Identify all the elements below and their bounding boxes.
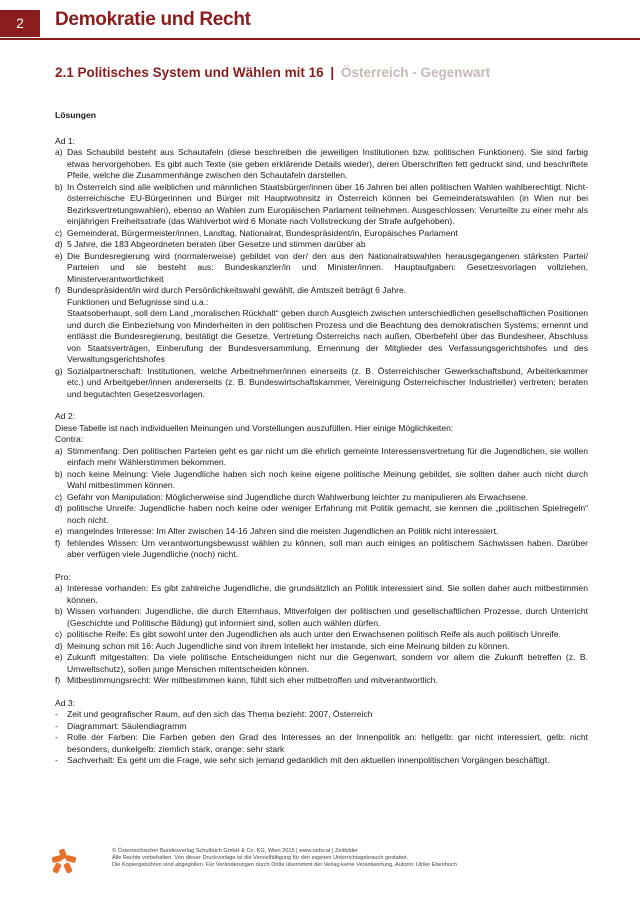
list-text: Gefahr von Manipulation: Möglicherweise sind Jugendliche durch Wahlwerbung leichter zu manipulieren als Erwachsene. [67, 491, 529, 502]
pro-list [55, 583, 588, 687]
list-marker: f) [55, 537, 61, 548]
section-number: 2.1 [55, 65, 74, 80]
list-text: noch keine Meinung: Viele Jugendliche haben sich noch keine eigene politische Meinung gebildet, sie sollten daher auch nicht durch Wahl mitbestimmen können. [67, 468, 588, 490]
list-marker: a) [55, 445, 63, 456]
list-item [55, 629, 588, 641]
list-marker: f) [55, 675, 61, 685]
list-marker: d) [55, 239, 63, 249]
list-text: Zukunft mitgestalten: Da viele politische Entscheidungen nicht nur die Gegenwart, sondern vor allem die Zukunft betreffen (z. B. Umweltschutz), sollen junge Menschen mitentscheiden können. [67, 652, 588, 674]
list-item [55, 583, 588, 606]
list-item [55, 366, 588, 401]
list-subtext: Staatsoberhaupt, soll dem Land „moralischen Rückhalt“ geben durch Ausgleich zwischen unterschiedlichen gesellschaftlichen Positionen und durch die Einbeziehung von Minderheiten in den politischen Prozess und die Beachtung des demokratischen Systems; ernennt und entlässt die Bundesregierung, bestätigt die Gesetze, Vertretung Österreichs nach außen, Oberbefehl über das Bundesheer, Abschluss von Staatsverträgen, Einberufung der Bundesversammlung, Ernennung der Mitglieder des Verfassungsgerichtshofes und des Verwaltungsgerichtshofes [67, 308, 588, 364]
ad3-heading: Ad 3: [55, 697, 76, 708]
contra-label: Contra: [55, 434, 84, 444]
list-item [55, 641, 588, 653]
section-separator: | [330, 65, 335, 80]
list-marker: a) [55, 583, 63, 593]
list-marker: - [55, 709, 58, 719]
footer-line: Die Kopiergebühren sind abgegolten. Für Veränderungen durch Dritte übernimmt der Verlag keine Verantwortung. Autorin: Ulrike Ebenhoch [112, 862, 457, 868]
section-subtitle: Österreich - Gegenwart [340, 65, 491, 80]
list-text: Wissen vorhanden: Jugendliche, die durch Elternhaus, Mitverfolgen der politischen und gesellschaftlichen Prozesse, durch Unterricht (Geschichte und Politische Bildung) gut informiert sind, sollen auch wählen dürfen. [67, 606, 588, 628]
list-item [55, 492, 588, 504]
list-item [55, 721, 588, 733]
list-item [55, 182, 588, 228]
list-marker: g) [55, 365, 63, 376]
footer-line: © Österreichischer Bundesverlag Schulbuch GmbH & Co. KG, Wien 2015 | www.oebv.at | Zeitbilder [112, 848, 359, 854]
chapter-number: 2 [0, 10, 40, 37]
footer-line: Alle Rechte vorbehalten. Von dieser Druckvorlage ist die Vervielfältigung für den eigenen Unterrichtsgebrauch gestattet. [112, 855, 409, 861]
list-text: mangelndes Interesse: Im Alter zwischen 14-16 Jahren sind die meisten Jugendlichen an Politik nicht interessiert. [67, 526, 499, 536]
list-item [55, 755, 588, 767]
publisher-logo-icon [50, 848, 76, 874]
list-marker: - [55, 720, 58, 731]
ad3-list [55, 709, 588, 767]
list-item [55, 538, 588, 561]
list-marker: c) [55, 227, 63, 238]
list-marker: c) [55, 491, 63, 502]
list-item [55, 446, 588, 469]
pro-label: Pro: [55, 571, 71, 582]
list-marker: d) [55, 503, 63, 513]
list-marker: b) [55, 468, 63, 479]
list-text: In Österreich sind alle weiblichen und männlichen Staatsbürger/innen über 16 Jahren bei allen politischen Wahlen wahlberechtigt. Nicht-österreichische EU-Bürgerinnen und Bürger mit Hauptwohnsitz in Österreich können bei Gemeinderatswahlen (in Wien nur bei Bezirksvertretungswahlen), ebenso an Wahlen zum Europäischen Parlament teilnehmen. Ausgeschlossen: Verurteilte zu einer mehr als einjährigen Freiheitsstrafe (das Wahlverbot wird 6 Monate nach Vollstreckung der Strafe aufgehoben). [67, 181, 588, 226]
list-marker: f) [55, 285, 61, 295]
page-header [0, 0, 640, 46]
contra-list [55, 446, 588, 561]
list-text: Sozialpartnerschaft: Institutionen, welche Arbeitnehmer/innen einerseits (z. B. Österreichischer Gewerkschaftsbund, Arbeiterkammer etc.) und Arbeitgeber/innen andererseits (z. B. Bundeswirtschaftskammer, Vereinigung Österreichischer Industrieller) vertreten; beraten und begutachten Gesetzesvorlagen. [67, 365, 588, 399]
list-marker: a) [55, 147, 63, 157]
list-item [55, 732, 588, 755]
solutions-label: Lösungen [55, 110, 97, 120]
section-title: Politisches System und Wählen mit 16 [77, 65, 324, 80]
solutions-content [55, 110, 588, 767]
list-text: Rolle der Farben: Die Farben geben den Grad des Interesses an der Innenpolitik an: hellgelb: gar nicht interessiert, gelb: nicht besonders, dunkelgelb: ziemlich stark, orange: sehr stark [67, 732, 588, 754]
ad2-intro: Diese Tabelle ist nach individuellen Meinungen und Vorstellungen auszufüllen. Hier einige Möglichkeiten: [55, 422, 454, 433]
list-marker: - [55, 755, 58, 765]
section-heading [55, 65, 490, 80]
list-item [55, 469, 588, 492]
list-item [55, 526, 588, 538]
list-text: Interesse vorhanden: Es gibt zahlreiche Jugendliche, die grundsätzlich an Politik interessiert sind. Sie sollen daher auch mitbestimmen können. [67, 583, 588, 605]
chapter-title: Demokratie und Recht [55, 9, 251, 30]
list-item [55, 652, 588, 675]
footer-text [112, 848, 457, 869]
list-item [55, 251, 588, 286]
list-item [55, 675, 588, 687]
list-text: Mitbestimmungsrecht: Wer mitbestimmen kann, fühlt sich eher mitbetroffen und mitverantwortlich. [67, 675, 438, 685]
list-marker: e) [55, 250, 63, 261]
list-marker: b) [55, 181, 63, 192]
list-marker: e) [55, 652, 63, 662]
list-text: Diagrammart: Säulendiagramm [67, 720, 187, 731]
list-marker: c) [55, 629, 63, 639]
list-item [55, 285, 588, 366]
list-text: Gemeinderat, Bürgermeister/innen, Landtag, Nationalrat, Bundespräsident/in, Europäisches Parlament [67, 227, 458, 238]
list-subheading: Funktionen und Befugnisse sind u.a.: [67, 296, 209, 307]
ad2-heading: Ad 2: [55, 411, 76, 421]
list-item [55, 606, 588, 629]
list-marker: - [55, 732, 58, 742]
list-text: Sachverhalt: Es geht um die Frage, wie sehr sich jemand gedanklich mit den aktuellen innenpolitischen Vorgängen beschäftigt. [67, 755, 550, 765]
list-text: Das Schaubild besteht aus Schautafeln (diese beschreiben die jeweiligen Institutionen bzw. politischen Funktionen). Sie sind farbig etwas hervorgehoben. Es gibt auch Texte (sie geben erklärende Details wieder), deren Überschriften fett gedruckt sind, und beschriftete Pfeile, welche die Zusammenhänge zwischen den Schautafeln darstellen. [67, 147, 588, 180]
list-item [55, 239, 588, 251]
ad1-list [55, 147, 588, 400]
list-text: politische Reife: Es gibt sowohl unter den Jugendlichen als auch unter den Erwachsenen politisch Reife als auch politisch Unreife. [67, 629, 561, 639]
list-text: Meinung schon mit 16: Auch Jugendliche sind von ihrem Intellekt her imstande, sich eine Meinung bilden zu können. [67, 640, 510, 651]
ad1-heading: Ad 1: [55, 135, 76, 146]
list-text: politische Unreife: Jugendliche haben noch keine oder weniger Erfahrung mit Politik gemacht, sie kennen die „politischen Spielregeln“ noch nicht. [67, 503, 588, 525]
list-item [55, 228, 588, 240]
list-marker: b) [55, 606, 63, 616]
list-text: Stimmenfang: Den politischen Parteien geht es gar nicht um die ehrlich gemeinte Interessensvertretung für die Jugendlichen, sie wollen einfach mehr Wählerstimmen bekommen. [67, 445, 588, 467]
list-text: Bundespräsident/in wird durch Persönlichkeitswahl gewählt, die Amtszeit beträgt 6 Jahre. [67, 285, 407, 295]
list-item [55, 147, 588, 182]
list-marker: d) [55, 640, 63, 651]
list-item [55, 503, 588, 526]
list-item [55, 709, 588, 721]
list-text: 5 Jahre, die 183 Abgeordneten beraten über Gesetze und stimmen darüber ab [67, 239, 366, 249]
list-text: Zeit und geografischer Raum, auf den sich das Thema bezieht: 2007, Österreich [67, 709, 373, 719]
header-rule [0, 38, 640, 40]
list-text: fehlendes Wissen: Um verantwortungsbewusst wählen zu können, soll man auch einiges an politischem Sachwissen haben. Darüber aber verfügen viele Jugendliche (noch) nicht. [67, 537, 588, 559]
list-text: Die Bundesregierung wird (normalerweise) gebildet von der/ den aus den Nationalratswahlen herausgegangenen stärksten Partei/ Parteien und sie besteht aus: Bundeskanzler/in und Minister/innen. Hauptaufgaben: Gesetzesvorlagen vollziehen, Ministerverantwortlichkeit [67, 250, 588, 284]
list-marker: e) [55, 526, 63, 536]
